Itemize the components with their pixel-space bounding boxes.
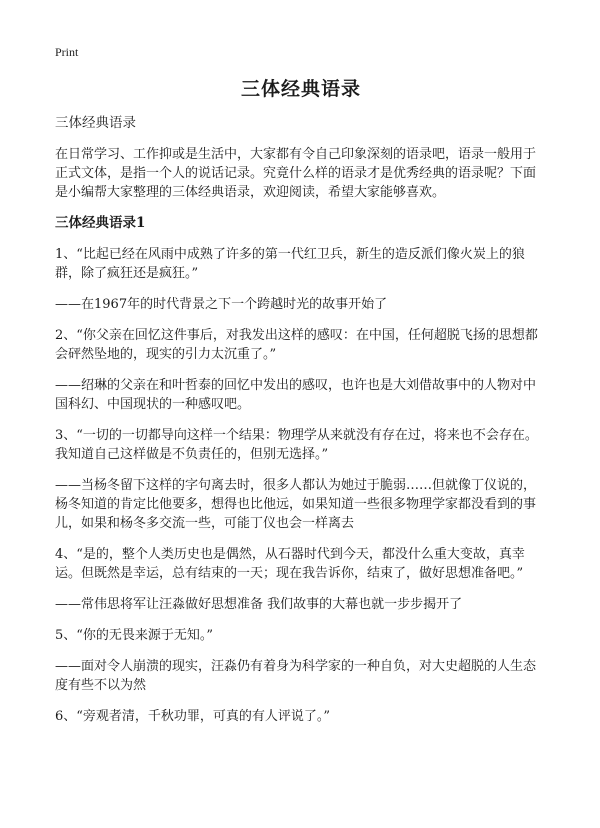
quote-paragraph: 6、“旁观者清，千秋功罪，可真的有人评说了。” xyxy=(55,709,331,724)
quote-paragraph: 1、“比起已经在风雨中成熟了许多的第一代红卫兵，新生的造反派们像火炭上的狼群，除了疯狂还是疯狂。” xyxy=(55,247,525,281)
commentary-paragraph: ——在1967年的时代背景之下一个跨越时光的故事开始了 xyxy=(55,297,388,312)
quote-paragraph: 5、“你的无畏来源于无知。” xyxy=(55,628,214,643)
quote-paragraph: 3、“一切的一切都导向这样一个结果：物理学从来就没有存在过，将来也不会存在。我知道自己这样做是不负责任的，但别无选择。” xyxy=(55,428,538,462)
commentary-paragraph: ——常伟思将军让汪淼做好思想准备 我们故事的大幕也就一步步揭开了 xyxy=(55,597,463,612)
section-heading: 三体经典语录1 xyxy=(55,215,146,231)
document-title: 三体经典语录 xyxy=(240,78,361,100)
intro-paragraph: 在日常学习、工作抑或是生活中，大家都有令自己印象深刻的语录吧，语录一般用于正式文体，是指一个人的说话记录。究竟什么样的语录才是优秀经典的语录呢？下面是小编帮大家整理的三体经典语录，欢迎阅读，希望大家能够喜欢。 xyxy=(55,147,537,200)
document-subtitle: 三体经典语录 xyxy=(55,115,136,131)
print-label: Print xyxy=(55,45,79,59)
quote-paragraph: 2、“你父亲在回忆这件事后，对我发出这样的感叹：在中国，任何超脱飞扬的思想都会砰然坠地的，现实的引力太沉重了。” xyxy=(55,328,538,362)
quote-paragraph: 4、“是的，整个人类历史也是偶然，从石器时代到今天，都没什么重大变故，真幸运。但既然是幸运，总有结束的一天；现在我告诉你，结束了，做好思想准备吧。” xyxy=(55,547,525,581)
commentary-paragraph: ——面对令人崩溃的现实，汪淼仍有着身为科学家的一种自负，对大史超脱的人生态度有些不以为然 xyxy=(55,659,537,693)
commentary-paragraph: ——绍琳的父亲在和叶哲泰的回忆中发出的感叹，也许也是大刘借故事中的人物对中国科幻、中国现状的一种感叹吧。 xyxy=(55,378,537,412)
document-page xyxy=(55,44,547,738)
commentary-paragraph: ——当杨冬留下这样的字句离去时，很多人都认为她过于脆弱……但就像丁仪说的，杨冬知道的肯定比他要多，想得也比他远，如果知道一些很多物理学家都没看到的事儿，如果和杨冬多交流一些，可能丁仪也会一样离去 xyxy=(55,478,537,531)
